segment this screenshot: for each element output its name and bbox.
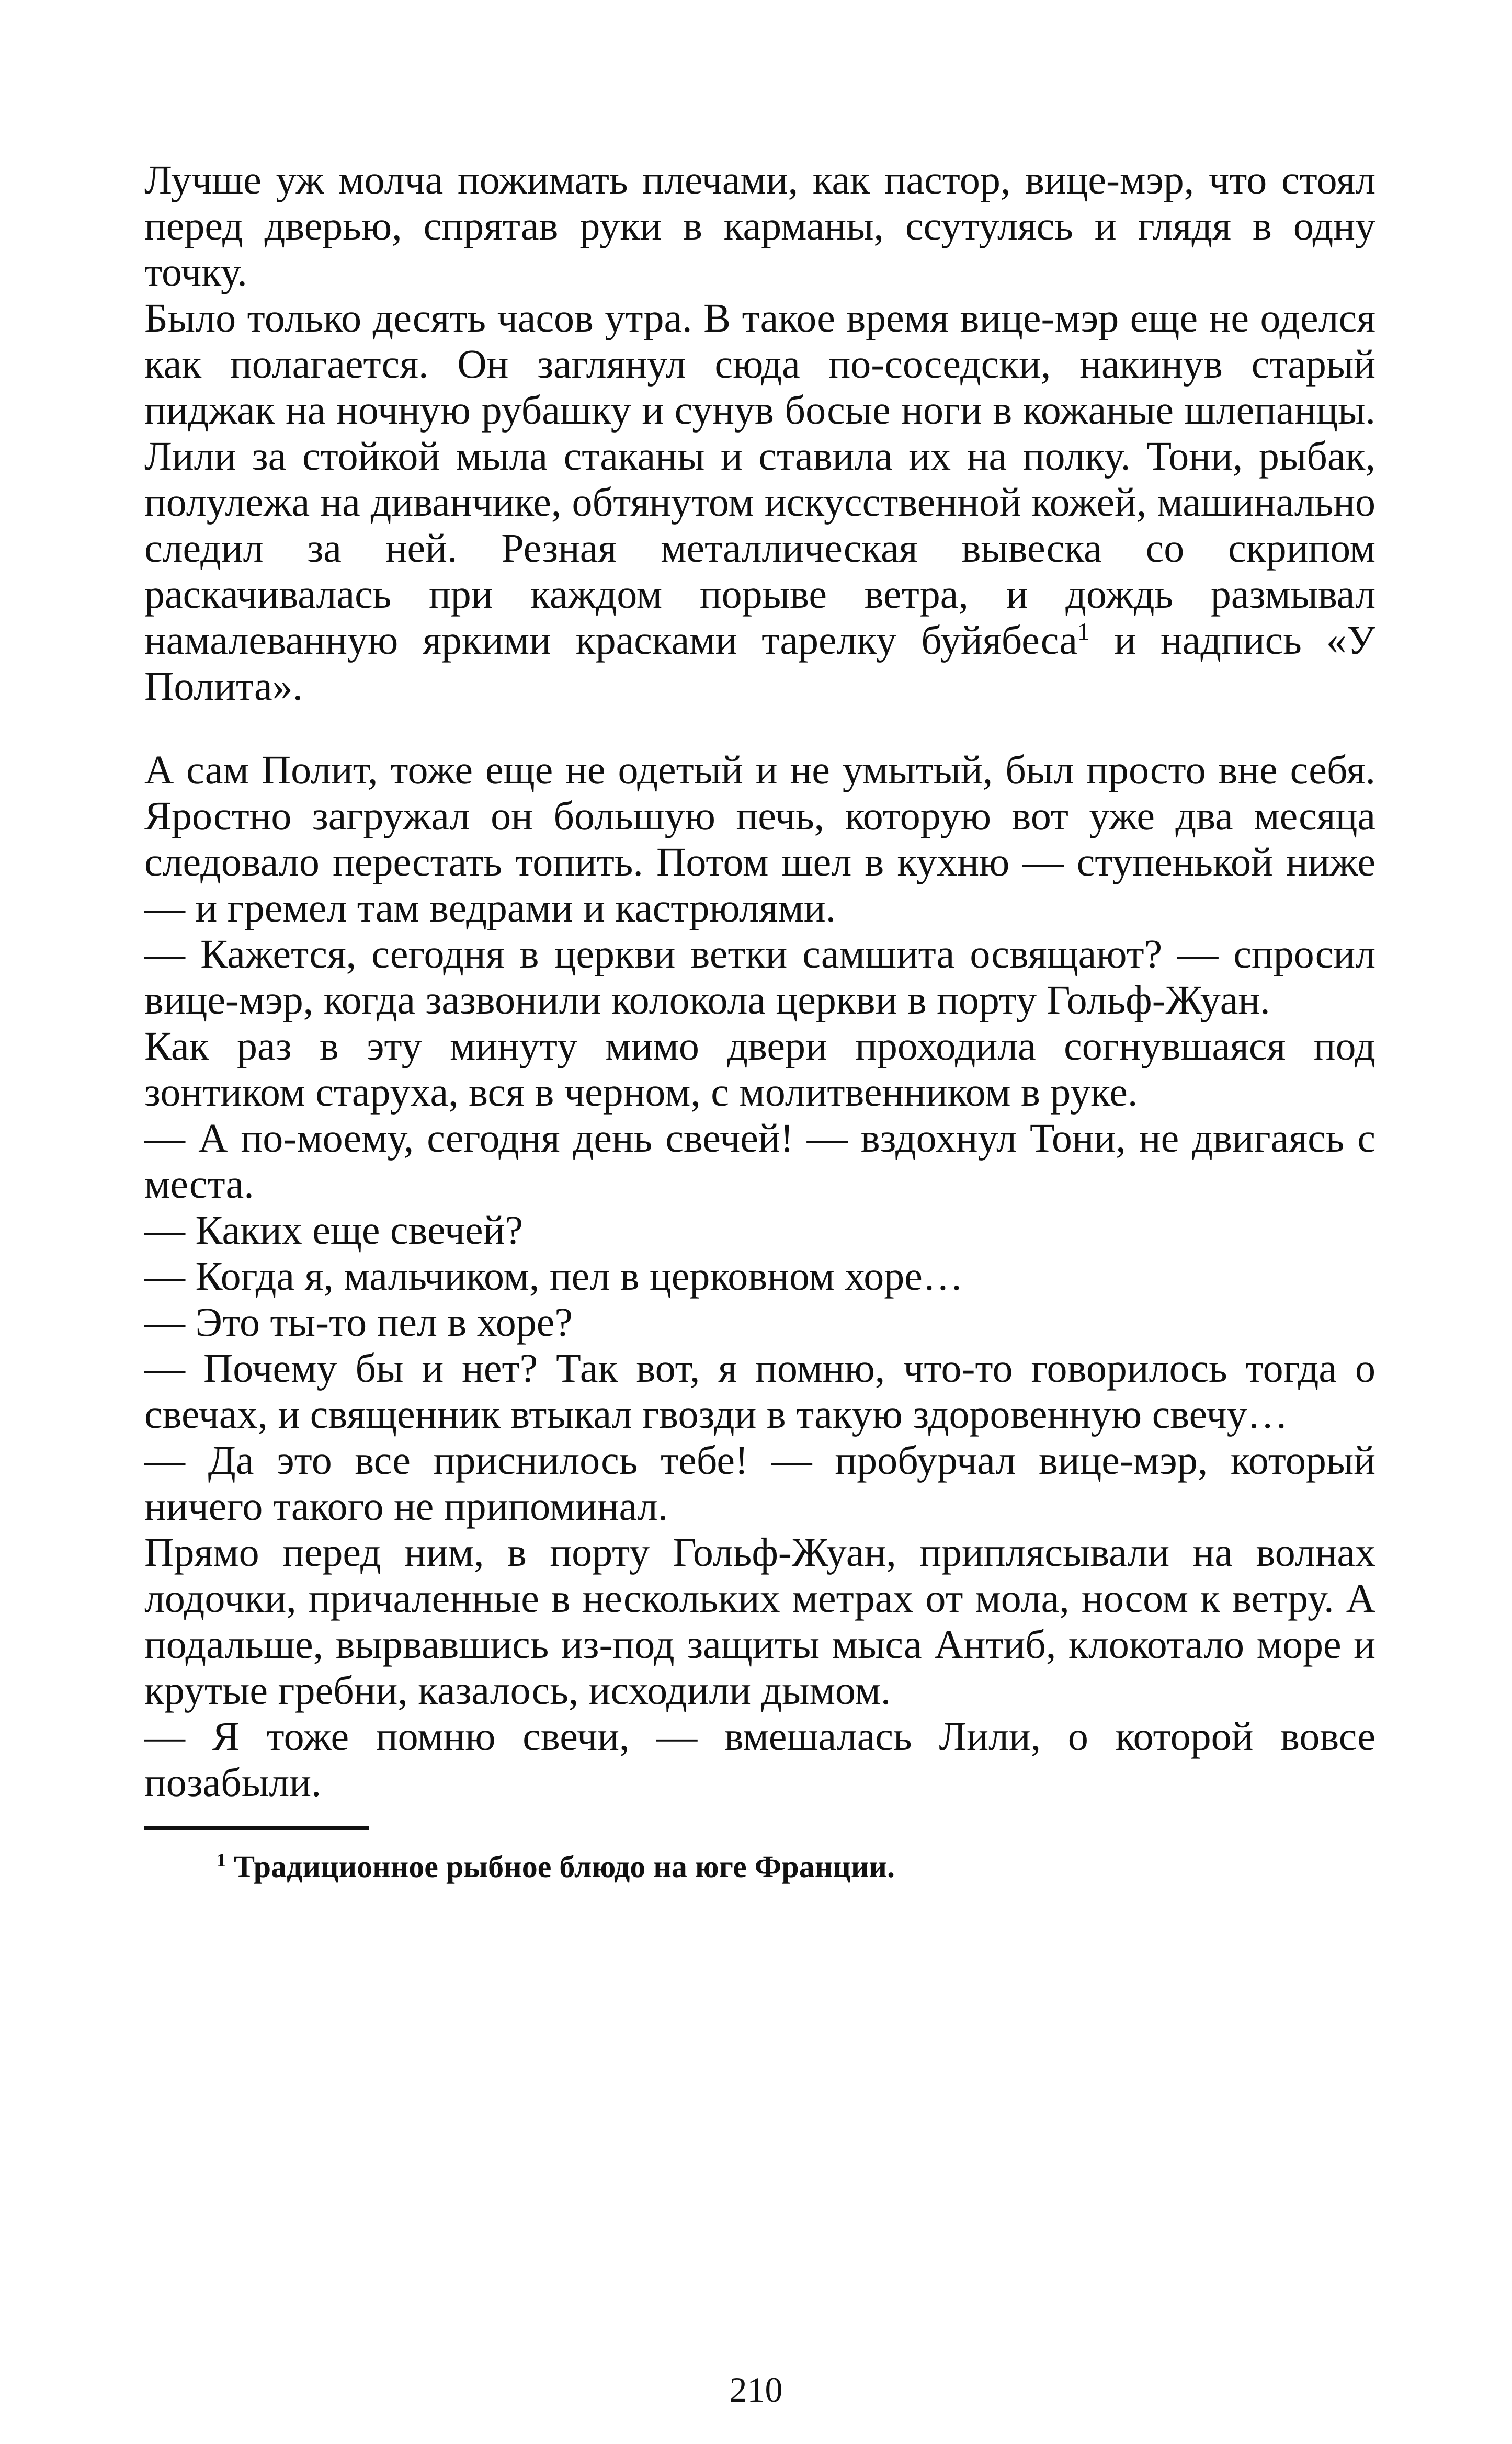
page-body <box>144 157 1375 1888</box>
paragraph-11: — Да это все приснилось тебе! — пробурчал вице-мэр, который ничего такого не припоминал. <box>144 1437 1375 1529</box>
footnote-marker: 1 <box>217 1849 226 1870</box>
paragraph-1: Лучше уж молча пожимать плечами, как пастор, вице-мэр, что стоял перед дверью, спрятав руки в карманы, ссутулясь и глядя в одну точку. <box>144 157 1375 294</box>
paragraph-2 <box>144 295 1375 709</box>
footnote <box>144 1846 1375 1888</box>
paragraph-2-text: Было только десять часов утра. В такое время вице-мэр еще не оделся как полагается. Он заглянул сюда по-соседски, накинув старый пиджак на ночную рубашку и сунув босые ноги в кожаные шлепанцы. Лили за стойкой мыла стаканы и ставила их на полку. Тони, рыбак, полулежа на диванчике, обтянутом искусственной кожей, машинально следил за ней. Резная металлическая вывеска со скрипом раскачивалась при каждом порыве ветра, и дождь размывал намалеванную яркими красками тарелку буйябеса <box>144 295 1375 663</box>
paragraph-6: — А по-моему, сегодня день свечей! — вздохнул Тони, не двигаясь с места. <box>144 1115 1375 1207</box>
paragraph-3: А сам Полит, тоже еще не одетый и не умытый, был просто вне себя. Яростно загружал он большую печь, которую вот уже два месяца следовало перестать топить. Потом шел в кухню — ступенькой ниже — и гремел там ведрами и кастрюлями. <box>144 747 1375 930</box>
paragraph-12: Прямо перед ним, в порту Гольф-Жуан, приплясывали на волнах лодочки, причаленные в нескольких метрах от мола, носом к ветру. А подальше, вырвавшись из-под защиты мыса Антиб, клокотало море и крутые гребни, казалось, исходили дымом. <box>144 1529 1375 1713</box>
footnote-reference: 1 <box>1077 618 1090 645</box>
section-break <box>144 709 1375 747</box>
paragraph-10: — Почему бы и нет? Так вот, я помню, что-то говорилось тогда о свечах, и священник втыкал гвозди в такую здоровенную свечу… <box>144 1345 1375 1437</box>
paragraph-9: — Это ты-то пел в хоре? <box>144 1299 573 1345</box>
paragraph-7: — Каких еще свечей? <box>144 1207 523 1253</box>
paragraph-5: Как раз в эту минуту мимо двери проходила согнувшаяся под зонтиком старуха, вся в черном, с молитвенником в руке. <box>144 1023 1375 1115</box>
paragraph-4: — Кажется, сегодня в церкви ветки самшита освящают? — спросил вице-мэр, когда зазвонили колокола церкви в порту Гольф-Жуан. <box>144 931 1375 1022</box>
paragraph-13: — Я тоже помню свечи, — вмешалась Лили, о которой вовсе позабыли. <box>144 1713 1375 1805</box>
footnote-text: Традиционное рыбное блюдо на юге Франции. <box>234 1849 895 1884</box>
paragraph-8: — Когда я, мальчиком, пел в церковном хоре… <box>144 1253 963 1299</box>
page-number: 210 <box>729 2370 783 2409</box>
footnote-divider <box>144 1826 369 1830</box>
paragraph-2-tail: и надпись «У Полита». <box>144 617 1375 709</box>
